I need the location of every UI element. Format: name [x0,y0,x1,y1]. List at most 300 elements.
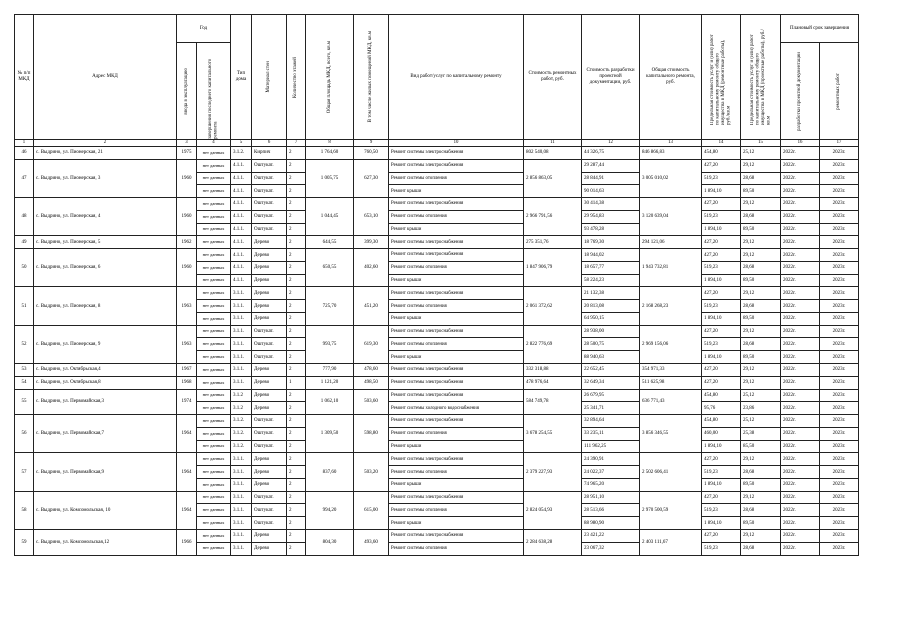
cell-floors: 2 [287,210,306,223]
cell-total: 846 866,83 [640,147,702,160]
cell-work: Ремонт крыши [389,274,524,287]
table-row [15,249,859,262]
header-wall-material-text: Материал стен [266,61,272,93]
cell-p2: 2023г. [820,504,859,517]
cell-u2: 28,68 [741,210,781,223]
cell-design: 88 940,63 [582,351,640,364]
cell-address: с. Выдрино, ул. Комсомольская,12 [34,529,177,555]
cell-repair: нет данных [197,517,231,530]
cell-u2: 85,50 [741,440,781,453]
cell-floors: 2 [287,249,306,262]
cell-p2: 2023г. [820,376,859,389]
cell-repair: нет данных [197,529,231,542]
cell-repair: нет данных [197,223,231,236]
cell-type: 4.1.1. [231,249,252,262]
cell-address: с. Выдрино, ул. Октябрьская,4 [34,364,177,377]
header-wall-material [252,15,287,140]
cell-work: Ремонт системы отопления [389,261,524,274]
header-year-last-repair-text: завершения последнего капитального ремонта [208,58,219,139]
cell-p1: 2022г. [781,364,820,377]
cell-p2: 2023г. [820,287,859,300]
cell-p1: 2022г. [781,172,820,185]
cell-year: 1964 [177,415,197,453]
cell-floors: 2 [287,185,306,198]
cell-work: Ремонт крыши [389,223,524,236]
header-plan-group: Плановый срок завершения [781,15,859,43]
cell-repair: нет данных [197,198,231,211]
cell-p1: 2022г. [781,491,820,504]
cell-living: 478,60 [354,364,389,377]
cell-work: Ремонт системы отопления [389,466,524,479]
cell-living: 598,80 [354,415,389,453]
cell-floors: 1 [287,376,306,389]
cell-cost: 2 856 863,05 [524,159,582,197]
cell-u2: 89,50 [741,517,781,530]
cell-design: 64 950,15 [582,312,640,325]
cell-u1: 519,23 [702,261,741,274]
cell-floors: 2 [287,542,306,555]
cell-p2: 2023г. [820,440,859,453]
cell-p2: 2023г. [820,210,859,223]
cell-work: Ремонт системы отопления [389,172,524,185]
col-number: 12 [582,140,640,147]
header-floors-text: Количество этажей [293,56,299,98]
cell-repair: нет данных [197,351,231,364]
cell-work: Ремонт системы электроснабжения [389,364,524,377]
cell-floors: 2 [287,504,306,517]
column-number-row [15,140,859,147]
table-row [15,376,859,389]
cell-material: Дерево [252,453,287,466]
cell-work: Ремонт системы электроснабжения [389,415,524,428]
header-total-area-text: Общая площадь МКД, всего, кв.м [326,40,332,114]
cell-repair: нет данных [197,415,231,428]
cell-design: 32 649,34 [582,376,640,389]
cell-p2: 2023г. [820,466,859,479]
cell-u1: 1 894,10 [702,274,741,287]
cell-total: 2 168 268,23 [640,287,702,325]
cell-u1: 427,20 [702,236,741,249]
cell-area: 650,55 [306,249,354,287]
cell-floors: 2 [287,427,306,440]
cell-living: 498,50 [354,376,389,389]
cell-floors: 2 [287,338,306,351]
cell-u1: 427,20 [702,287,741,300]
cell-design: 28 938,00 [582,325,640,338]
cell-cost: 275 351,76 [524,236,582,249]
cell-u2: 25,38 [741,427,781,440]
cell-num: 49 [15,236,34,249]
cell-p2: 2023г. [820,300,859,313]
cell-area: 994,20 [306,491,354,529]
header-unit-cost-design-text: Предельная стоимость услуг и (или) работ по капитальному ремонту общего имущества в МКД (проектные работы), руб./кв.м [749,29,772,125]
cell-type: 3.1.2 [231,389,252,402]
cell-p2: 2023г. [820,415,859,428]
cell-year: 1963 [177,287,197,325]
cell-u1: 1 894,10 [702,223,741,236]
cell-work: Ремонт крыши [389,351,524,364]
cell-num: 47 [15,159,34,197]
cell-u2: 89,50 [741,351,781,364]
cell-work: Ремонт системы электроснабжения [389,147,524,160]
cell-p1: 2022г. [781,351,820,364]
cell-u2: 25,12 [741,415,781,428]
col-number: 11 [524,140,582,147]
col-number: 14 [702,140,741,147]
cell-u1: 1 894,10 [702,517,741,530]
cell-floors: 2 [287,300,306,313]
cell-u1: 95,76 [702,402,741,415]
cell-p1: 2022г. [781,312,820,325]
cell-num: 50 [15,249,34,287]
cell-u2: 89,50 [741,185,781,198]
cell-material: Дерево [252,364,287,377]
cell-material: Оштукат. [252,351,287,364]
cell-u2: 25,12 [741,389,781,402]
cell-material: Дерево [252,249,287,262]
cell-total: 2 969 156,06 [640,325,702,363]
cell-type: 4.1.1. [231,223,252,236]
cell-living: 619,30 [354,325,389,363]
cell-repair: нет данных [197,542,231,555]
cell-repair: нет данных [197,402,231,415]
header-year-group: Год [177,15,231,43]
cell-type: 3.1.1. [231,312,252,325]
cell-u2: 29,12 [741,236,781,249]
cell-type: 3.1.1. [231,338,252,351]
cell-material: Оштукат. [252,415,287,428]
cell-type: 4.1.1. [231,198,252,211]
cell-num: 46 [15,147,34,160]
col-number: 8 [306,140,354,147]
cell-p1: 2022г. [781,338,820,351]
table-row [15,325,859,338]
cell-u1: 427,20 [702,325,741,338]
cell-num: 57 [15,453,34,491]
cell-material: Дерево [252,376,287,389]
cell-num: 53 [15,364,34,377]
cell-area: 725,70 [306,287,354,325]
cell-u1: 427,20 [702,376,741,389]
cell-floors: 2 [287,223,306,236]
cell-p2: 2023г. [820,517,859,530]
cell-floors: 2 [287,198,306,211]
cell-u1: 427,20 [702,159,741,172]
col-number: 9 [354,140,389,147]
cell-floors: 2 [287,389,306,402]
cell-p1: 2022г. [781,210,820,223]
repair-register-table [14,14,859,556]
cell-material: Дерево [252,261,287,274]
cell-cost: 1 847 906,79 [524,249,582,287]
cell-floors: 2 [287,453,306,466]
cell-design: 29 954,83 [582,210,640,223]
cell-year: 1960 [177,198,197,236]
table-row [15,147,859,160]
cell-design: 23 421,22 [582,529,640,542]
cell-type: 3.1.1. [231,376,252,389]
cell-p2: 2023г. [820,172,859,185]
cell-material: Оштукат. [252,325,287,338]
cell-u2: 28,68 [741,261,781,274]
cell-floors: 2 [287,159,306,172]
cell-cost: 2 822 776,69 [524,325,582,363]
cell-design: 22 652,45 [582,364,640,377]
cell-repair: нет данных [197,338,231,351]
cell-type: 4.1.1. [231,274,252,287]
cell-design: 74 965,20 [582,478,640,491]
header-year-last-repair [197,43,231,140]
cell-design: 90 014,63 [582,185,640,198]
cell-p1: 2022г. [781,198,820,211]
cell-work: Ремонт системы отопления [389,427,524,440]
cell-u2: 89,50 [741,223,781,236]
cell-material: Оштукат. [252,198,287,211]
cell-material: Дерево [252,529,287,542]
cell-u1: 519,23 [702,300,741,313]
cell-work: Ремонт системы электроснабжения [389,376,524,389]
cell-design: 30 414,38 [582,198,640,211]
cell-living: 760,50 [354,147,389,160]
header-address: Адрес МКД [34,15,177,140]
cell-p1: 2022г. [781,287,820,300]
cell-p1: 2022г. [781,402,820,415]
cell-p1: 2022г. [781,223,820,236]
cell-u2: 28,68 [741,466,781,479]
cell-floors: 2 [287,415,306,428]
cell-design: 28 513,66 [582,504,640,517]
cell-u2: 89,50 [741,478,781,491]
cell-year: 1962 [177,236,197,249]
cell-floors: 2 [287,274,306,287]
cell-cost: 332 318,88 [524,364,582,377]
cell-p1: 2022г. [781,249,820,262]
cell-p1: 2022г. [781,159,820,172]
cell-u1: 519,23 [702,466,741,479]
cell-year: 1960 [177,249,197,287]
cell-p1: 2022г. [781,274,820,287]
header-plan-repair-text: ремонтных работ [836,72,842,110]
cell-num: 54 [15,376,34,389]
cell-area: 993,75 [306,325,354,363]
col-number: 3 [177,140,197,147]
cell-material: Оштукат. [252,159,287,172]
cell-p1: 2022г. [781,325,820,338]
cell-material: Оштукат. [252,172,287,185]
cell-cost: 2 824 054,93 [524,491,582,529]
col-number: 10 [389,140,524,147]
cell-repair: нет данных [197,172,231,185]
cell-type: 4.1.1. [231,261,252,274]
cell-material: Дерево [252,542,287,555]
cell-num: 56 [15,415,34,453]
cell-u1: 1 894,10 [702,440,741,453]
cell-address: с. Выдрино, ул. Комсомольская, 10 [34,491,177,529]
cell-total: 3 120 639,04 [640,198,702,236]
cell-work: Ремонт системы отопления [389,542,524,555]
table-row [15,287,859,300]
cell-work: Ремонт системы отопления [389,210,524,223]
table-header [15,15,859,147]
cell-p2: 2023г. [820,529,859,542]
cell-repair: нет данных [197,236,231,249]
cell-repair: нет данных [197,185,231,198]
table-row [15,236,859,249]
cell-type: 3.1.1. [231,529,252,542]
cell-repair: нет данных [197,466,231,479]
cell-design: 88 980,90 [582,517,640,530]
cell-num: 51 [15,287,34,325]
cell-floors: 2 [287,261,306,274]
table-row [15,415,859,428]
cell-u2: 28,68 [741,338,781,351]
cell-p2: 2023г. [820,198,859,211]
cell-p1: 2022г. [781,300,820,313]
header-design-cost: Стоимость разработки проектной документации, руб. [582,15,640,140]
cell-total: 294 121,06 [640,236,702,249]
cell-u2: 28,68 [741,542,781,555]
cell-p2: 2023г. [820,325,859,338]
cell-cost: 2 966 791,56 [524,198,582,236]
cell-repair: нет данных [197,389,231,402]
cell-p1: 2022г. [781,147,820,160]
cell-type: 3.1.1. [231,287,252,300]
header-year-commission-text: ввода в эксплуатацию [183,67,189,115]
cell-floors: 2 [287,491,306,504]
cell-p1: 2022г. [781,415,820,428]
cell-repair: нет данных [197,325,231,338]
header-num: № п/п МКД [15,15,34,140]
cell-material: Дерево [252,466,287,479]
table-row [15,453,859,466]
header-unit-cost-design [741,15,781,140]
cell-work: Ремонт крыши [389,440,524,453]
cell-repair: нет данных [197,287,231,300]
cell-type: 3.1.1. [231,542,252,555]
cell-area: 1 309,50 [306,415,354,453]
cell-u1: 460,00 [702,427,741,440]
cell-material: Оштукат. [252,517,287,530]
cell-repair: нет данных [197,312,231,325]
cell-material: Оштукат. [252,210,287,223]
register-sheet [14,14,859,556]
cell-year: 1974 [177,389,197,415]
cell-design: 111 962,25 [582,440,640,453]
cell-p1: 2022г. [781,427,820,440]
cell-u1: 454,80 [702,147,741,160]
cell-work: Ремонт системы электроснабжения [389,529,524,542]
cell-work: Ремонт системы электроснабжения [389,198,524,211]
cell-material: Кирпич [252,147,287,160]
cell-repair: нет данных [197,453,231,466]
cell-type: 3.1.1. [231,491,252,504]
header-living-area [354,15,389,140]
cell-floors: 2 [287,364,306,377]
cell-design: 32 894,64 [582,415,640,428]
cell-p1: 2022г. [781,504,820,517]
header-year-commission [177,43,197,140]
table-row [15,491,859,504]
cell-p2: 2023г. [820,274,859,287]
cell-work: Ремонт крыши [389,185,524,198]
header-work-type: Вид работ/услуг по капитальному ремонту [389,15,524,140]
cell-material: Оштукат. [252,223,287,236]
cell-p1: 2022г. [781,466,820,479]
cell-p1: 2022г. [781,529,820,542]
col-number: 17 [820,140,859,147]
cell-cost: 2 061 372,62 [524,287,582,325]
cell-u1: 427,20 [702,491,741,504]
cell-type: 4.1.1. [231,210,252,223]
cell-type: 3.1.1. [231,351,252,364]
cell-num: 52 [15,325,34,363]
cell-type: 3.1.2 [231,402,252,415]
cell-living: 615,00 [354,491,389,529]
cell-material: Дерево [252,236,287,249]
cell-cost: 2 284 638,28 [524,529,582,555]
cell-p1: 2022г. [781,185,820,198]
cell-u1: 454,80 [702,415,741,428]
cell-u1: 1 894,10 [702,312,741,325]
cell-material: Дерево [252,274,287,287]
cell-repair: нет данных [197,440,231,453]
cell-work: Ремонт крыши [389,517,524,530]
cell-p1: 2022г. [781,376,820,389]
col-number: 2 [34,140,177,147]
table-row [15,364,859,377]
cell-floors: 2 [287,287,306,300]
cell-repair: нет данных [197,364,231,377]
cell-total: 354 971,33 [640,364,702,377]
cell-floors: 2 [287,402,306,415]
cell-floors: 2 [287,466,306,479]
col-number: 4 [197,140,231,147]
header-living-area-text: В том числе жилых помещений МКД, кв.м [368,31,374,123]
cell-material: Оштукат. [252,338,287,351]
cell-floors: 2 [287,517,306,530]
cell-material: Оштукат. [252,185,287,198]
cell-living: 653,10 [354,198,389,236]
header-repair-cost: Стоимость ремонтных работ, руб. [524,15,582,140]
cell-living: 627,30 [354,159,389,197]
cell-total: 2 970 500,59 [640,491,702,529]
cell-p2: 2023г. [820,389,859,402]
cell-address: с. Выдрино, ул. Первомайская,7 [34,415,177,453]
cell-u2: 29,12 [741,198,781,211]
cell-floors: 2 [287,478,306,491]
cell-type: 3.1.2. [231,440,252,453]
cell-design: 20 813,08 [582,300,640,313]
col-number: 6 [252,140,287,147]
header-total-cost: Общая стоимость капитального ремонта, руб. [640,15,702,140]
cell-u1: 1 894,10 [702,351,741,364]
cell-u2: 29,12 [741,249,781,262]
cell-type: 3.1.1. [231,300,252,313]
header-plan-design [781,43,820,140]
cell-year: 1964 [177,453,197,491]
cell-address: с. Выдрино, ул. Пионерская, 21 [34,147,177,160]
cell-p2: 2023г. [820,364,859,377]
cell-year: 1963 [177,325,197,363]
cell-p1: 2022г. [781,453,820,466]
cell-num: 59 [15,529,34,555]
cell-floors: 2 [287,325,306,338]
cell-design: 44 326,75 [582,147,640,160]
cell-p2: 2023г. [820,427,859,440]
cell-design: 24 390,91 [582,453,640,466]
cell-year: 1968 [177,376,197,389]
cell-total: 1 943 732,81 [640,249,702,287]
